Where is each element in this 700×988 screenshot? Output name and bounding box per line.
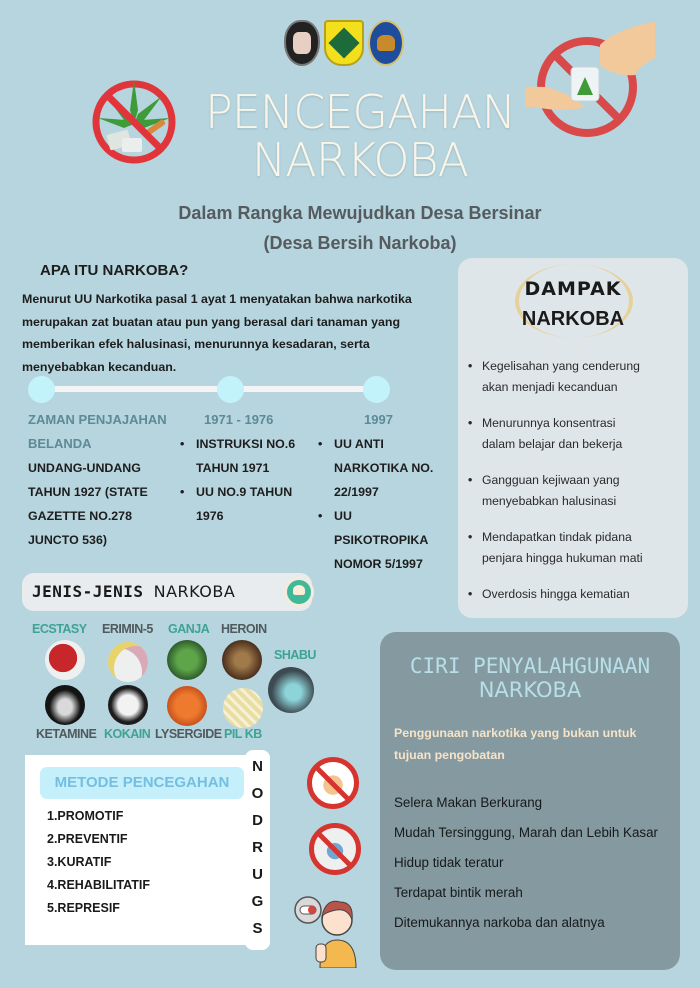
item-text: Overdosis hingga kematian [482, 587, 630, 601]
dampak-heading [458, 274, 688, 334]
metode-card [25, 755, 253, 945]
letter: U [252, 866, 263, 883]
lysergide-image [167, 686, 207, 726]
no-drugs-vertical-label [245, 750, 270, 950]
subtitle-line-1: Dalam Rangka Mewujudkan Desa Bersinar [178, 203, 542, 223]
item-text: akan menjadi kecanduan [482, 380, 618, 394]
ciri-item: Terdapat bintik merah [394, 885, 523, 900]
ciri-item: Mudah Tersinggung, Marah dan Lebih Kasar [394, 825, 659, 840]
timeline-entry-1971 [178, 408, 318, 528]
bullet-text: UU NO.9 TAHUN [196, 485, 293, 499]
timeline-bullet [316, 432, 446, 504]
bullet-text: 1976 [196, 509, 224, 523]
ciri-heading-line-2: NARKOBA [478, 678, 582, 702]
timeline-entry-belanda [28, 408, 188, 552]
drug-label-ecstasy: ECSTASY [32, 622, 87, 636]
timeline-dot-2 [217, 376, 244, 403]
timeline-dot-1 [28, 376, 55, 403]
item-text: penjara hingga hukuman mati [482, 551, 643, 565]
jenis-heading-part-2: NARKOBA [153, 582, 236, 601]
metode-item: 1.PROMOTIF [47, 809, 124, 823]
timeline-text: UNDANG-UNDANG [28, 461, 141, 475]
jenis-heading [32, 582, 235, 601]
pil-kb-image [223, 688, 263, 728]
bullet-text: INSTRUKSI NO.6 [196, 437, 296, 451]
title-line-1: PENCEGAHAN [205, 85, 515, 139]
ciri-subtitle: Penggunaan narkotika yang bukan untuk tujuan pengobatan [394, 726, 637, 762]
no-pills-icon [307, 757, 359, 809]
refusing-person-icon [290, 888, 360, 968]
no-drug-dealing-icon [525, 15, 655, 140]
letter: O [251, 785, 264, 802]
ecstasy-image [45, 640, 85, 680]
timeline-dot-3 [363, 376, 390, 403]
timeline-heading: BELANDA [28, 436, 92, 451]
ciri-item: Hidup tidak teratur [394, 855, 504, 870]
drug-label-shabu: SHABU [274, 648, 316, 662]
metode-heading: METODE PENCEGAHAN [40, 767, 244, 799]
bullet-text: NOMOR 5/1997 [334, 557, 423, 571]
timeline-text: TAHUN 1927 (STATE [28, 485, 148, 499]
dampak-item [466, 527, 686, 569]
dampak-heading-line-1: DAMPAK [524, 278, 622, 300]
letter: D [252, 812, 263, 829]
timeline-text: JUNCTO 536) [28, 533, 107, 547]
no-cannabis-icon [86, 70, 182, 166]
item-text: menyebabkan halusinasi [482, 494, 617, 508]
apa-itu-text: Menurut UU Narkotika pasal 1 ayat 1 menyatakan bahwa narkotika merupakan zat buatan atau pun yang berasal dari tanaman yang memberikan efek halusinasi, menurunnya kesadaran, serta menyebabkan kecanduan. [22, 292, 412, 374]
metode-item: 2.PREVENTIF [47, 832, 128, 846]
item-text: Mendapatkan tindak pidana [482, 530, 632, 544]
timeline-bullet [316, 504, 446, 576]
erimin-image [108, 642, 148, 682]
dampak-item [466, 413, 686, 455]
cannabis-pill-icon [284, 577, 314, 607]
timeline-heading: ZAMAN PENJAJAHAN [28, 412, 167, 427]
letter: R [252, 839, 263, 856]
item-text: Kegelisahan yang cenderung [482, 359, 640, 373]
timeline-entry-1997 [316, 408, 446, 576]
ciri-heading-line-1: CIRI PENYALAHGUNAAN [409, 654, 651, 678]
drug-label-lysergide: LYSERGIDE [155, 727, 222, 741]
logo-group [284, 20, 404, 66]
no-medicine-bottle-icon [309, 823, 361, 875]
ketamine-image [45, 685, 85, 725]
jenis-heading-bar [22, 573, 312, 611]
metode-item: 5.REPRESIF [47, 901, 120, 915]
bnn-emblem-logo [368, 20, 404, 66]
ganja-image [167, 640, 207, 680]
timeline-heading: 1997 [364, 412, 393, 427]
page-title [190, 85, 530, 187]
bullet-text: UU ANTI [334, 437, 384, 451]
letter: N [252, 758, 263, 775]
bullet-text: TAHUN 1971 [196, 461, 270, 475]
jenis-heading-part-1: JENIS-JENIS [32, 582, 144, 601]
subtitle-line-2: (Desa Bersih Narkoba) [263, 233, 457, 253]
timeline-heading: 1971 - 1976 [204, 412, 274, 427]
drug-label-heroin: HEROIN [221, 622, 267, 636]
metode-item: 4.REHABILITATIF [47, 878, 151, 892]
drug-label-kokain: KOKAIN [104, 727, 151, 741]
ciri-card [380, 632, 680, 970]
item-text: dalam belajar dan bekerja [482, 437, 623, 451]
bullet-text: NARKOTIKA NO. [334, 461, 434, 475]
dampak-item [466, 584, 686, 605]
drug-label-pil-kb: PIL KB [224, 727, 262, 741]
ciri-item: Selera Makan Berkurang [394, 795, 543, 810]
kokain-image [108, 685, 148, 725]
heroin-image [222, 640, 262, 680]
drug-label-ketamine: KETAMINE [36, 727, 97, 741]
timeline-bullet [178, 480, 318, 528]
timeline-bullet [178, 432, 318, 480]
dampak-heading-line-2: NARKOBA [521, 308, 625, 330]
ciri-heading [380, 654, 680, 702]
shabu-image [268, 667, 314, 713]
dampak-card [458, 258, 688, 618]
kabupaten-emblem-logo [324, 20, 364, 66]
item-text: Menurunnya konsentrasi [482, 416, 616, 430]
timeline-text: GAZETTE NO.278 [28, 509, 132, 523]
timeline-line [40, 386, 380, 392]
dampak-item [466, 470, 686, 512]
page-subtitle [160, 198, 560, 258]
title-line-2: NARKOBA [251, 133, 469, 187]
letter: S [252, 920, 263, 937]
bullet-text: 22/1997 [334, 485, 379, 499]
university-seal-logo [284, 20, 320, 66]
letter: G [251, 893, 264, 910]
bullet-text: UU [334, 509, 352, 523]
bullet-text: PSIKOTROPIKA [334, 533, 429, 547]
drug-label-erimin: ERIMIN-5 [102, 622, 153, 636]
ciri-item: Ditemukannya narkoba dan alatnya [394, 915, 605, 930]
apa-itu-heading: APA ITU NARKOBA? [40, 262, 189, 279]
drug-label-ganja: GANJA [168, 622, 210, 636]
item-text: Gangguan kejiwaan yang [482, 473, 620, 487]
metode-item: 3.KURATIF [47, 855, 112, 869]
dampak-item [466, 356, 686, 398]
